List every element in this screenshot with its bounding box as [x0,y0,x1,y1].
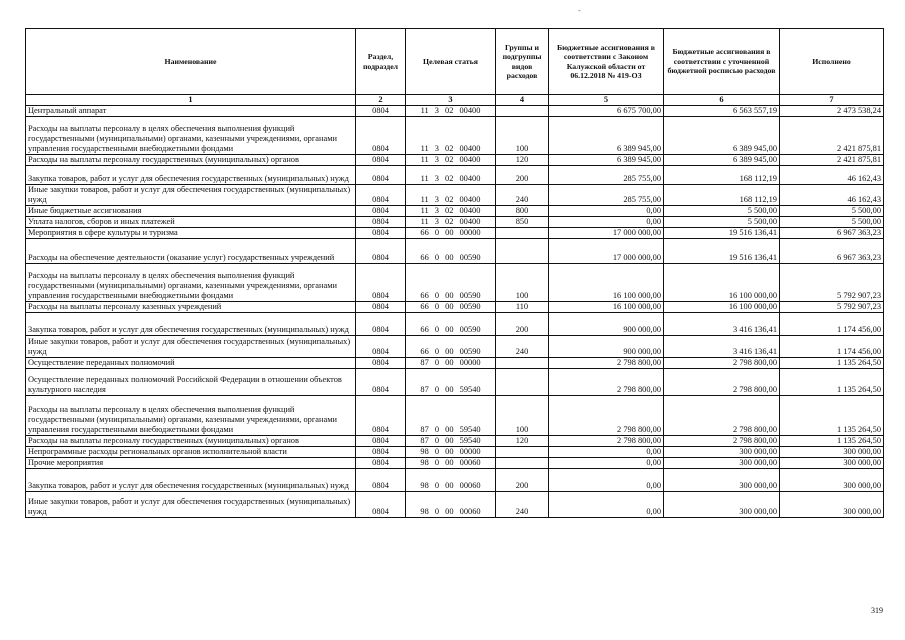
row-group [496,458,549,469]
table-row [26,264,884,302]
row-section: 0804 [356,469,406,492]
row-section: 0804 [356,206,406,217]
table-header-row [26,29,884,95]
row-budget-law: 2 798 800,00 [549,436,664,447]
row-group: 120 [496,155,549,166]
row-budget-law: 2 798 800,00 [549,369,664,396]
row-executed: 46 162,43 [780,166,884,185]
row-budget-law: 0,00 [549,458,664,469]
row-name: Прочие мероприятия [26,458,356,469]
row-executed: 1 135 264,50 [780,436,884,447]
row-group [496,106,549,117]
row-target: 87 0 00 59540 [406,436,496,447]
budget-execution-table [25,28,884,518]
row-group: 200 [496,469,549,492]
row-budget-updated: 300 000,00 [664,458,780,469]
row-budget-law: 17 000 000,00 [549,239,664,264]
column-number: 6 [664,95,780,106]
row-target: 98 0 00 00000 [406,447,496,458]
row-target: 11 3 02 00400 [406,206,496,217]
row-section: 0804 [356,336,406,358]
row-target: 11 3 02 00400 [406,155,496,166]
row-budget-updated: 300 000,00 [664,469,780,492]
row-section: 0804 [356,117,406,155]
column-number: 2 [356,95,406,106]
column-number: 7 [780,95,884,106]
row-name: Расходы на выплаты персоналу в целях обеспечения выполнения функций государственными (муниципальными) органами, казенными учреждениями, органами управления государственными внебюджетными фондами [26,117,356,155]
row-target: 11 3 02 00400 [406,217,496,228]
row-group [496,358,549,369]
row-section: 0804 [356,302,406,313]
table-row [26,106,884,117]
table-row [26,469,884,492]
row-section: 0804 [356,155,406,166]
header-executed: Исполнено [780,29,884,95]
row-name: Закупка товаров, работ и услуг для обеспечения государственных (муниципальных) нужд [26,469,356,492]
row-budget-updated: 300 000,00 [664,447,780,458]
row-budget-updated: 16 100 000,00 [664,302,780,313]
row-budget-updated: 19 516 136,41 [664,228,780,239]
row-section: 0804 [356,185,406,206]
row-section: 0804 [356,436,406,447]
row-budget-law: 0,00 [549,206,664,217]
table-row [26,239,884,264]
row-section: 0804 [356,458,406,469]
header-budget-updated: Бюджетные ассигнования в соответствии с уточненной бюджетной росписью расходов [664,29,780,95]
row-name: Мероприятия в сфере культуры и туризма [26,228,356,239]
row-section: 0804 [356,106,406,117]
row-name: Центральный аппарат [26,106,356,117]
row-target: 66 0 00 00590 [406,302,496,313]
row-executed: 1 135 264,50 [780,396,884,436]
table-row [26,436,884,447]
row-name: Расходы на выплаты персоналу государственных (муниципальных) органов [26,155,356,166]
row-budget-updated: 16 100 000,00 [664,264,780,302]
table-row [26,155,884,166]
row-group [496,447,549,458]
row-budget-law: 285 755,00 [549,185,664,206]
column-number: 1 [26,95,356,106]
column-number: 4 [496,95,549,106]
row-budget-law: 2 798 800,00 [549,358,664,369]
row-budget-updated: 6 563 557,19 [664,106,780,117]
row-target: 11 3 02 00400 [406,106,496,117]
row-group: 240 [496,336,549,358]
row-group: 200 [496,166,549,185]
row-budget-updated: 168 112,19 [664,166,780,185]
row-name: Расходы на выплаты персоналу в целях обеспечения выполнения функций государственными (муниципальными) органами, казенными учреждениями, органами управления государственными внебюджетными фондами [26,264,356,302]
row-name: Иные закупки товаров, работ и услуг для обеспечения государственных (муниципальных) нужд [26,492,356,518]
row-name: Расходы на выплаты персоналу казенных учреждений [26,302,356,313]
table-row [26,313,884,336]
row-budget-law: 0,00 [549,469,664,492]
row-name: Расходы на выплаты персоналу в целях обеспечения выполнения функций государственными (муниципальными) органами, казенными учреждениями, органами управления государственными внебюджетными фондами [26,396,356,436]
row-budget-law: 0,00 [549,447,664,458]
table-row [26,369,884,396]
row-budget-law: 0,00 [549,492,664,518]
row-budget-law: 16 100 000,00 [549,264,664,302]
row-name: Закупка товаров, работ и услуг для обеспечения государственных (муниципальных) нужд [26,313,356,336]
row-name: Осуществление переданных полномочий [26,358,356,369]
row-budget-updated: 2 798 800,00 [664,396,780,436]
row-group [496,228,549,239]
row-section: 0804 [356,264,406,302]
row-budget-updated: 19 516 136,41 [664,239,780,264]
row-group: 110 [496,302,549,313]
scan-mark: - [578,6,581,15]
row-group: 100 [496,264,549,302]
column-number-row [26,95,884,106]
row-executed: 2 421 875,81 [780,155,884,166]
row-budget-updated: 2 798 800,00 [664,358,780,369]
row-group: 120 [496,436,549,447]
row-budget-law: 6 389 945,00 [549,155,664,166]
table-row [26,166,884,185]
row-executed: 2 473 538,24 [780,106,884,117]
row-section: 0804 [356,239,406,264]
row-target: 11 3 02 00400 [406,166,496,185]
header-section: Раздел, подраздел [356,29,406,95]
row-name: Осуществление переданных полномочий Российской Федерации в отношении объектов культурного наследия [26,369,356,396]
row-target: 66 0 00 00590 [406,264,496,302]
row-executed: 5 500,00 [780,217,884,228]
row-budget-updated: 168 112,19 [664,185,780,206]
row-group: 200 [496,313,549,336]
row-target: 98 0 00 00060 [406,458,496,469]
table-row [26,302,884,313]
table-row [26,206,884,217]
header-name: Наименование [26,29,356,95]
row-target: 98 0 00 00060 [406,469,496,492]
row-budget-updated: 300 000,00 [664,492,780,518]
row-executed: 1 135 264,50 [780,369,884,396]
row-budget-law: 16 100 000,00 [549,302,664,313]
row-executed: 300 000,00 [780,447,884,458]
row-section: 0804 [356,166,406,185]
table-row [26,228,884,239]
row-budget-updated: 3 416 136,41 [664,313,780,336]
row-group: 100 [496,117,549,155]
row-budget-updated: 5 500,00 [664,206,780,217]
table-row [26,358,884,369]
row-section: 0804 [356,492,406,518]
row-target: 87 0 00 59540 [406,369,496,396]
row-name: Иные бюджетные ассигнования [26,206,356,217]
row-target: 87 0 00 00000 [406,358,496,369]
row-target: 66 0 00 00590 [406,239,496,264]
row-budget-law: 900 000,00 [549,336,664,358]
row-budget-updated: 6 389 945,00 [664,155,780,166]
row-group: 850 [496,217,549,228]
row-budget-law: 285 755,00 [549,166,664,185]
row-executed: 6 967 363,23 [780,228,884,239]
row-group: 800 [496,206,549,217]
column-number: 3 [406,95,496,106]
row-executed: 300 000,00 [780,492,884,518]
row-target: 98 0 00 00060 [406,492,496,518]
row-section: 0804 [356,228,406,239]
row-target: 66 0 00 00590 [406,313,496,336]
row-section: 0804 [356,447,406,458]
row-budget-updated: 6 389 945,00 [664,117,780,155]
row-group: 240 [496,492,549,518]
table-row [26,492,884,518]
table-row [26,396,884,436]
row-name: Закупка товаров, работ и услуг для обеспечения государственных (муниципальных) нужд [26,166,356,185]
row-group: 240 [496,185,549,206]
table-row [26,185,884,206]
row-section: 0804 [356,369,406,396]
header-target: Целевая статья [406,29,496,95]
page-number: 319 [871,606,883,615]
table-row [26,117,884,155]
table-row [26,458,884,469]
table-row [26,447,884,458]
row-section: 0804 [356,358,406,369]
row-executed: 300 000,00 [780,458,884,469]
row-executed: 6 967 363,23 [780,239,884,264]
row-target: 11 3 02 00400 [406,185,496,206]
row-budget-law: 6 675 700,00 [549,106,664,117]
row-budget-updated: 2 798 800,00 [664,436,780,447]
header-budget-law: Бюджетные ассигнования в соответствии с Законом Калужской области от 06.12.2018 № 419-ОЗ [549,29,664,95]
row-group [496,239,549,264]
row-executed: 1 174 456,00 [780,313,884,336]
row-name: Иные закупки товаров, работ и услуг для обеспечения государственных (муниципальных) нужд [26,336,356,358]
column-number: 5 [549,95,664,106]
row-executed: 5 500,00 [780,206,884,217]
row-executed: 2 421 875,81 [780,117,884,155]
row-budget-law: 2 798 800,00 [549,396,664,436]
row-name: Расходы на выплаты персоналу государственных (муниципальных) органов [26,436,356,447]
table-row [26,217,884,228]
row-section: 0804 [356,313,406,336]
row-executed: 1 135 264,50 [780,358,884,369]
row-name: Расходы на обеспечение деятельности (оказание услуг) государственных учреждений [26,239,356,264]
row-group [496,369,549,396]
row-executed: 1 174 456,00 [780,336,884,358]
row-budget-updated: 3 416 136,41 [664,336,780,358]
row-section: 0804 [356,396,406,436]
row-target: 11 3 02 00400 [406,117,496,155]
header-groups: Группы и подгруппы видов расходов [496,29,549,95]
row-name: Иные закупки товаров, работ и услуг для обеспечения государственных (муниципальных) нужд [26,185,356,206]
row-budget-law: 900 000,00 [549,313,664,336]
row-executed: 46 162,43 [780,185,884,206]
row-budget-law: 6 389 945,00 [549,117,664,155]
row-name: Уплата налогов, сборов и иных платежей [26,217,356,228]
row-budget-updated: 2 798 800,00 [664,369,780,396]
row-budget-law: 17 000 000,00 [549,228,664,239]
row-target: 66 0 00 00000 [406,228,496,239]
row-target: 87 0 00 59540 [406,396,496,436]
row-budget-updated: 5 500,00 [664,217,780,228]
row-executed: 300 000,00 [780,469,884,492]
row-executed: 5 792 907,23 [780,264,884,302]
row-name: Непрограммные расходы региональных органов исполнительной власти [26,447,356,458]
row-executed: 5 792 907,23 [780,302,884,313]
row-section: 0804 [356,217,406,228]
row-budget-law: 0,00 [549,217,664,228]
row-target: 66 0 00 00590 [406,336,496,358]
row-group: 100 [496,396,549,436]
budget-table-sheet [25,28,883,518]
table-row [26,336,884,358]
